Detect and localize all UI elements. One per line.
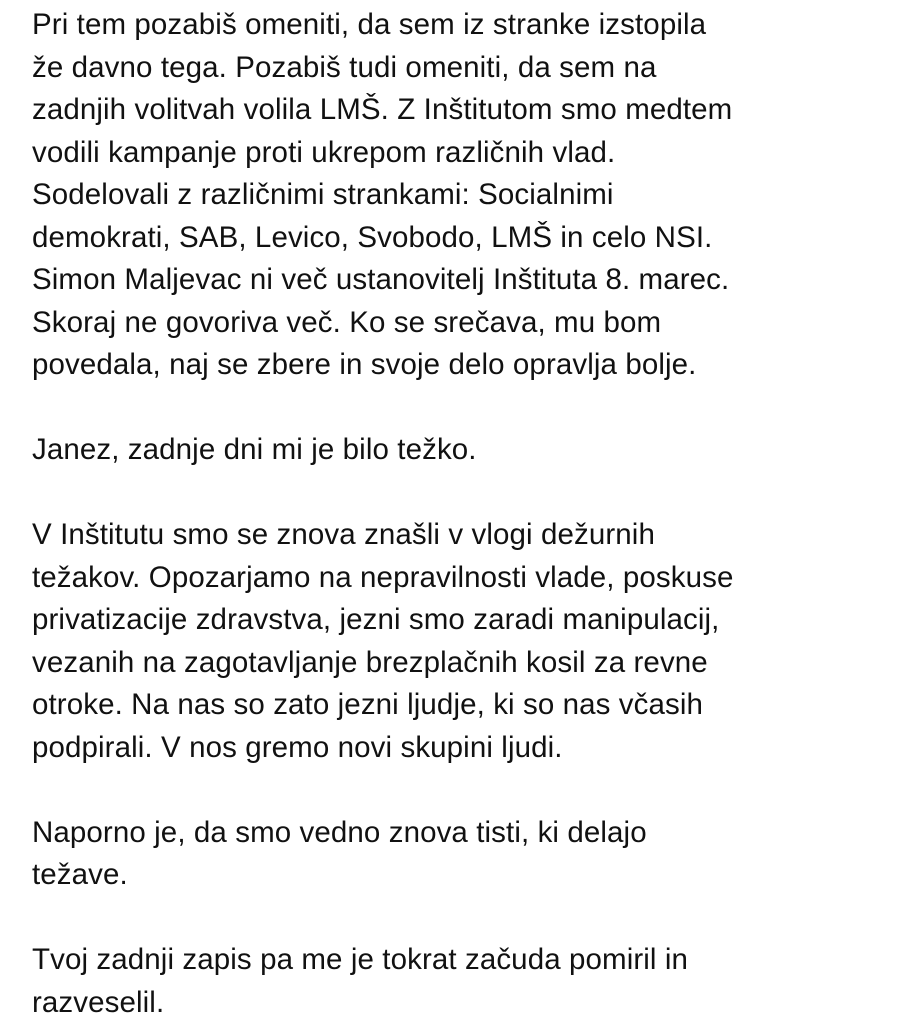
text-line: V Inštitutu smo se znova znašli v vlogi dežurnih (32, 518, 655, 551)
post-text (32, 4, 902, 1024)
text-line: Tvoj zadnji zapis pa me je tokrat začuda pomiril in (32, 943, 689, 976)
text-line: Skoraj ne govoriva več. Ko se srečava, mu bom (32, 305, 662, 339)
paragraph-2 (32, 429, 902, 472)
text-line: privatizacije zdravstva, jezni smo zaradi manipulacij, (32, 603, 720, 636)
text-line: težakov. Opozarjamo na nepravilnosti vlade, poskuse (32, 560, 734, 594)
text-line: otroke. Na nas so zato jezni ljudje, ki so nas včasih (32, 688, 704, 721)
paragraph-5 (32, 939, 902, 1024)
text-line: Sodelovali z različnimi strankami: Socialnimi (32, 178, 614, 211)
text-line: Janez, zadnje dni mi je bilo težko. (32, 433, 477, 466)
paragraph-gap (32, 897, 902, 940)
text-line: že davno tega. Pozabiš tudi omeniti, da sem na (32, 50, 657, 84)
text-line: vezanih na zagotavljanje brezplačnih kosil za revne (32, 645, 708, 679)
paragraph-gap (32, 472, 902, 515)
text-line: Naporno je, da smo vedno znova tisti, ki delajo (32, 815, 647, 849)
text-line: Simon Maljevac ni več ustanovitelj Inštituta 8. marec. (32, 263, 730, 296)
text-line: povedala, naj se zbere in svoje delo opravlja bolje. (32, 348, 697, 381)
paragraph-4 (32, 812, 902, 897)
text-line: podpirali. V nos gremo novi skupini ljudi. (32, 730, 563, 764)
paragraph-3 (32, 514, 902, 769)
paragraph-gap (32, 769, 902, 812)
paragraph-1 (32, 4, 902, 387)
text-line: vodili kampanje proti ukrepom različnih vlad. (32, 135, 616, 169)
text-line: zadnjih volitvah volila LMŠ. Z Inštitutom smo medtem (32, 93, 733, 126)
text-line: Pri tem pozabiš omeniti, da sem iz stranke izstopila (32, 8, 707, 41)
text-line: težave. (32, 858, 128, 891)
text-line: demokrati, SAB, Levico, Svobodo, LMŠ in celo NSI. (32, 220, 713, 254)
paragraph-gap (32, 387, 902, 430)
text-line: razveselil. (32, 985, 165, 1019)
